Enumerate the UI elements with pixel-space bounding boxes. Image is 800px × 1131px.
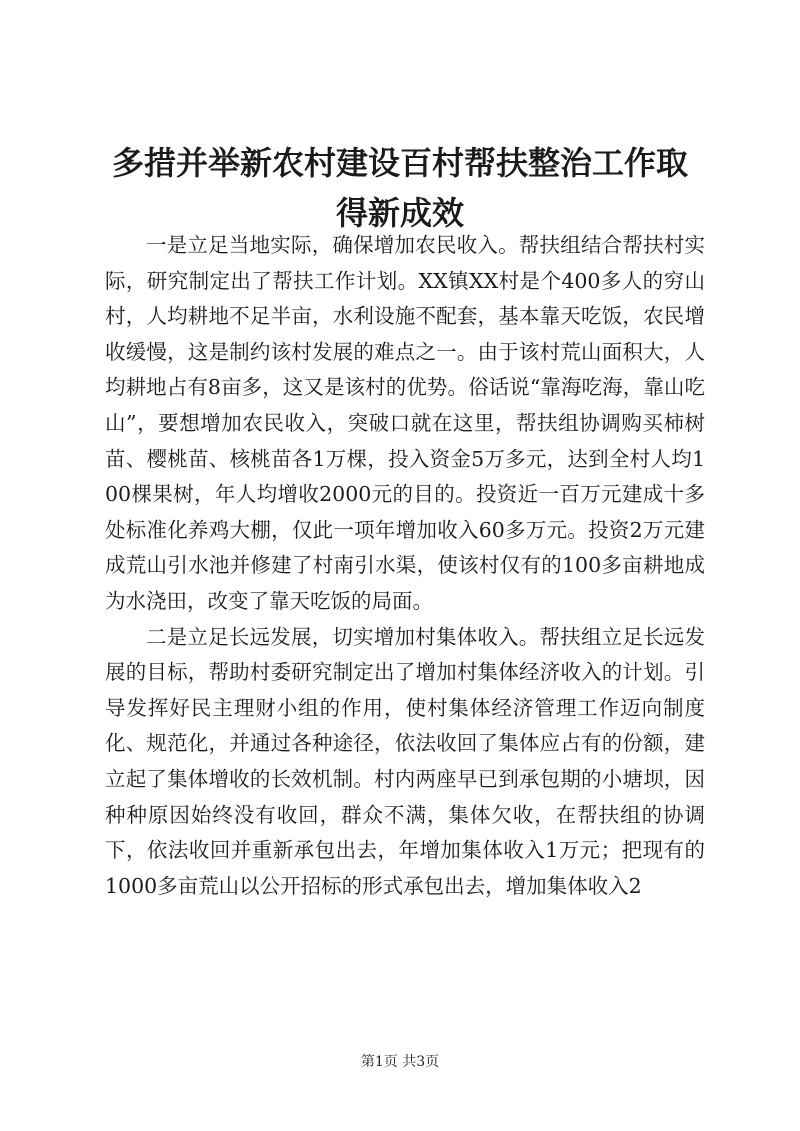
paragraph-1: 一是立足当地实际，确保增加农民收入。帮扶组结合帮扶村实际，研究制定出了帮扶工作计划。XX镇XX村是个400多人的穷山村，人均耕地不足半亩，水利设施不配套，基本靠天吃饭，农民增收缓慢，这是制约该村发展的难点之一。由于该村荒山面积大，人均耕地占有8亩多，这又是该村的优势。俗话说“靠海吃海，靠山吃山”，要想增加农民收入，突破口就在这里，帮扶组协调购买柿树苗、樱桃苗、核桃苗各1万棵，投入资金5万多元，达到全村人均100棵果树，年人均增收2000元的目的。投资近一百万元建成十多处标准化养鸡大棚，仅此一项年增加收入60多万元。投资2万元建成荒山引水池并修建了村南引水渠，使该村仅有的100多亩耕地成为水浇田，改变了靠天吃饭的局面。 [105,233,705,613]
page-number-footer: 第1页 共3页 [360,1054,440,1070]
paragraph-2: 二是立足长远发展，切实增加村集体收入。帮扶组立足长远发展的目标，帮助村委研究制定出了增加村集体经济收入的计划。引导发挥好民主理财小组的作用，使村集体经济管理工作迈向制度化、规范化，并通过各种途径，依法收回了集体应占有的份额，建立起了集体增收的长效机制。村内两座早已到承包期的小塘坝，因种种原因始终没有收回，群众不满，集体欠收，在帮扶组的协调下，依法收回并重新承包出去，年增加集体收入1万元；把现有的1000多亩荒山以公开招标的形式承包出去，增加集体收入2 [105,624,705,898]
document-body [105,228,705,904]
document-title: 多措并举新农村建设百村帮扶整治工作取得新成效 [111,144,688,232]
